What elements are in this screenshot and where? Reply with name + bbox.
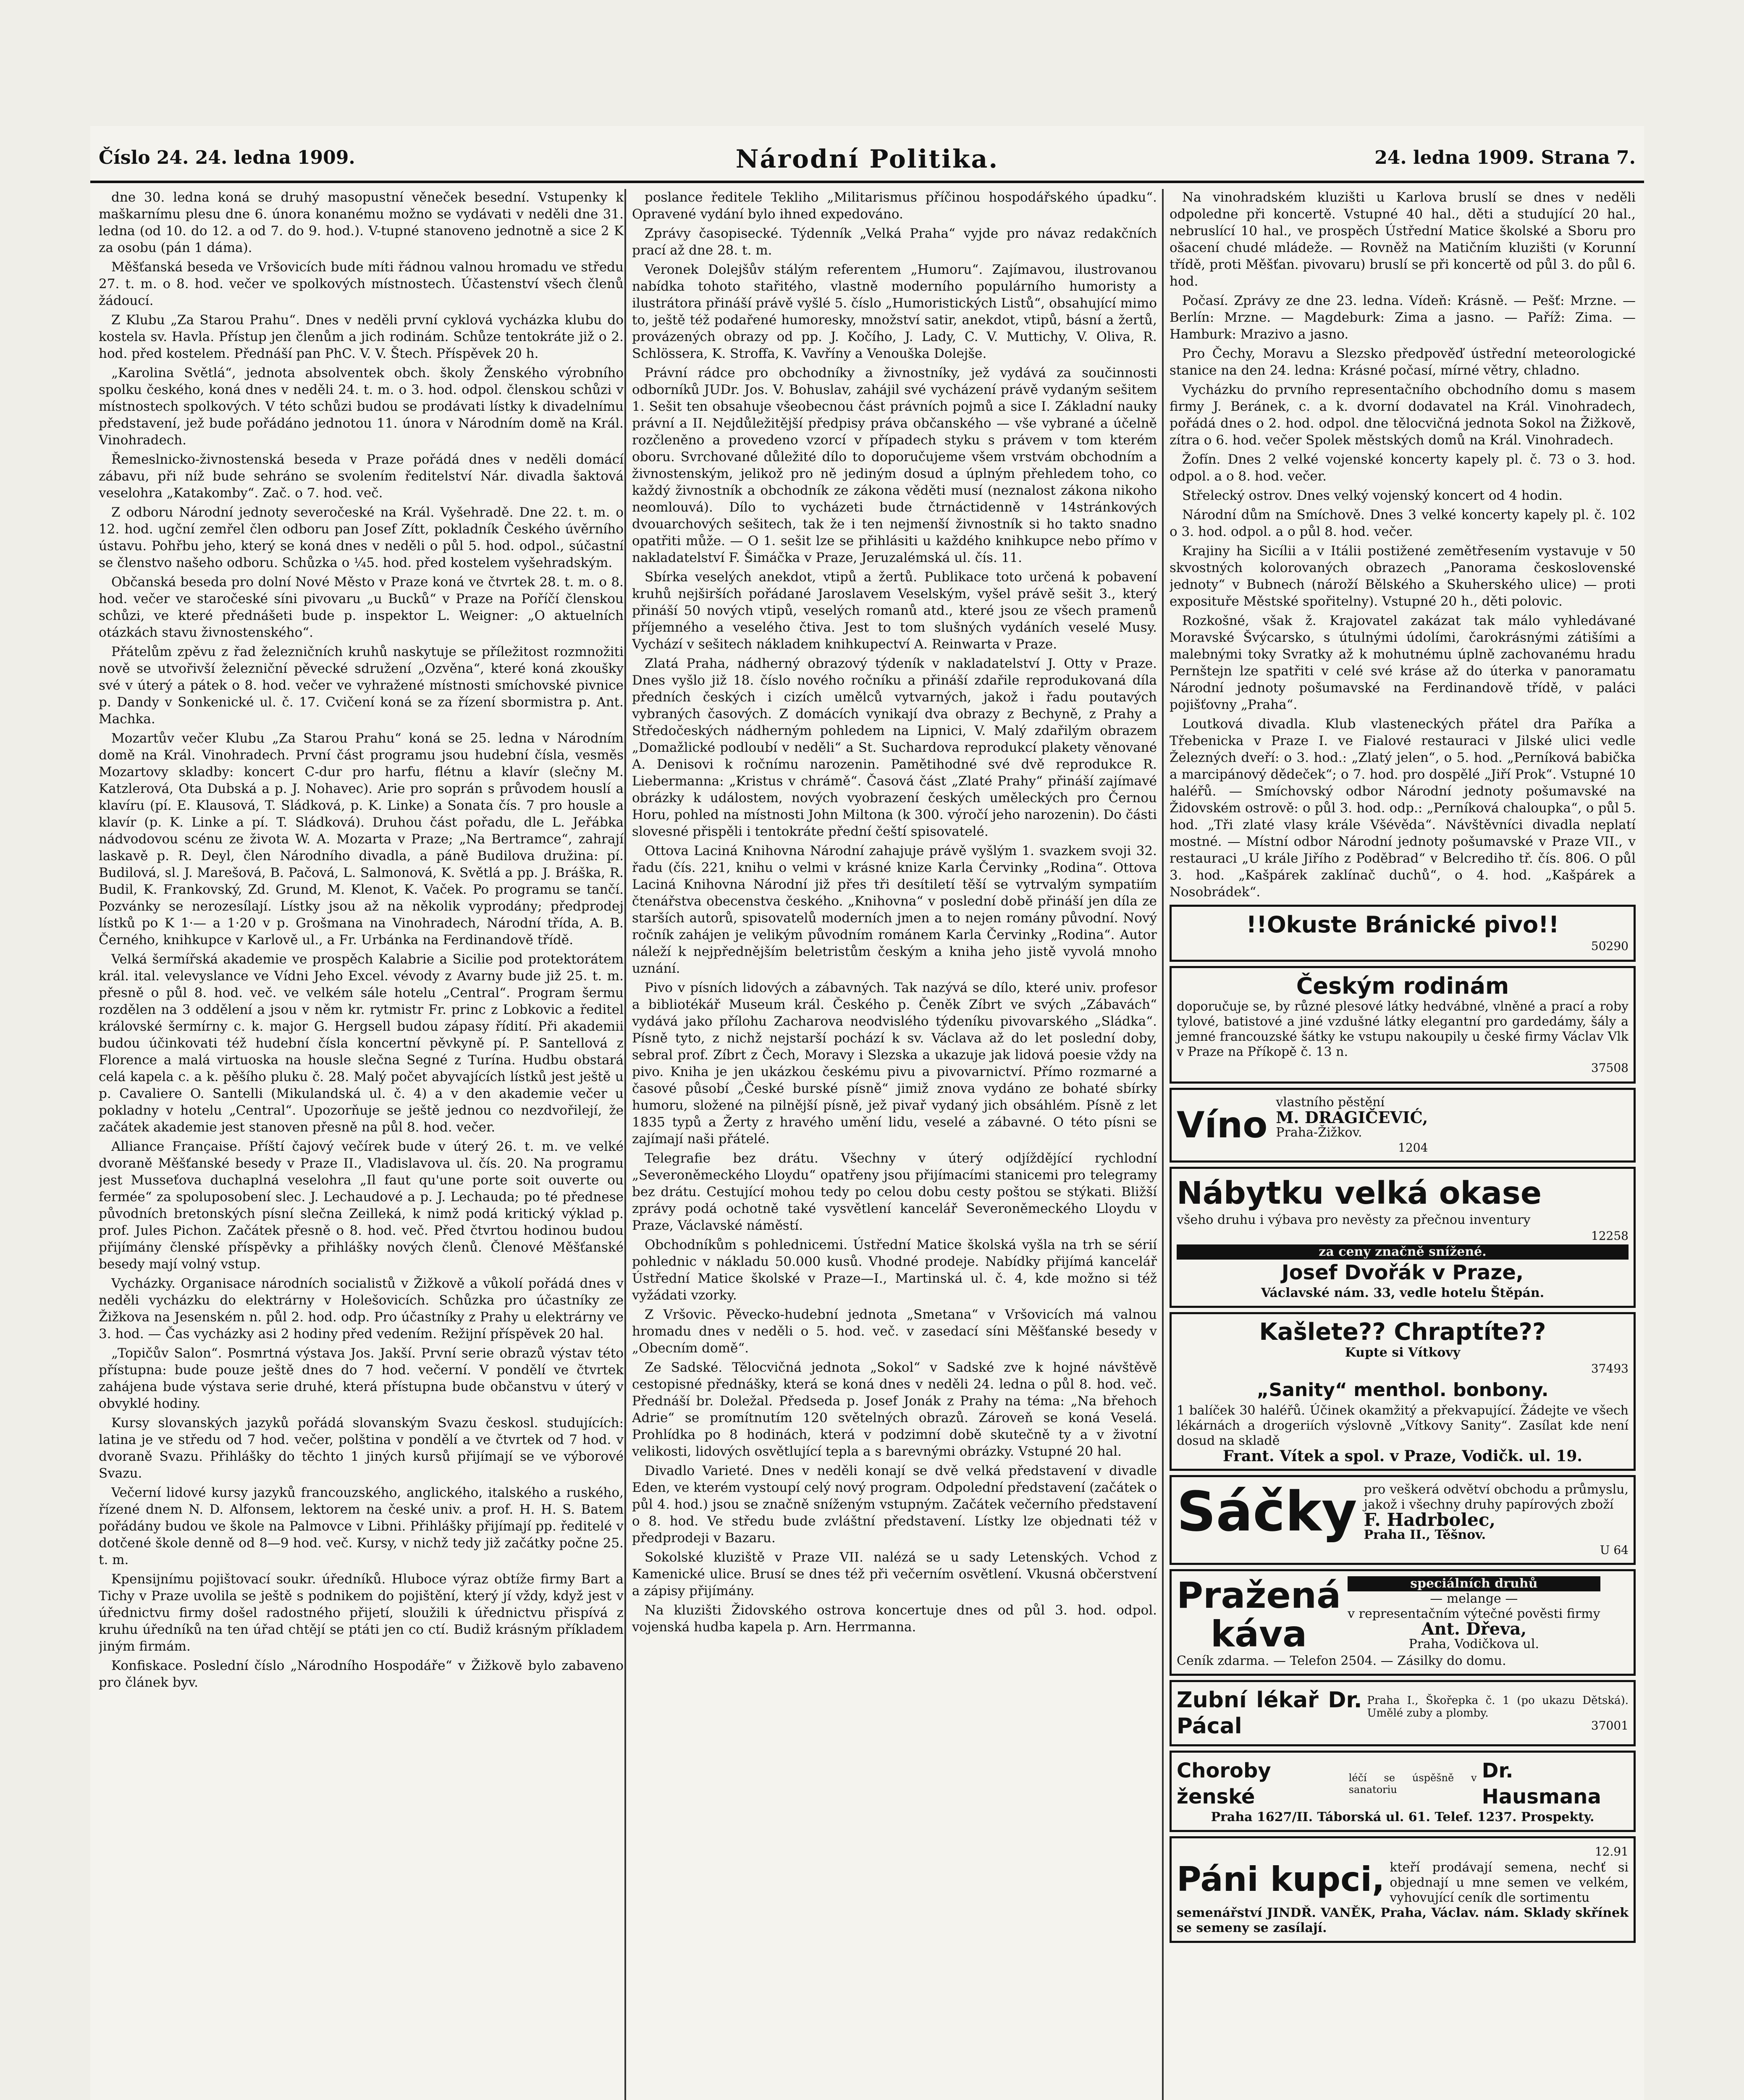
column-3-articles bbox=[1170, 189, 1636, 900]
ad-nabytek-body: všeho druhu i výbava pro nevěsty za přečnou inventury bbox=[1177, 1213, 1531, 1227]
column-2 bbox=[632, 189, 1157, 2100]
article-paragraph: Krajiny ha Sicílii a v Itálii postižené zemětřesením vystavuje v 50 skvostných kolorovaných obrazech „Panorama československé jednoty“ v Bubnech (nároží Bělského a Skuherského ulice) — proti exposituře Městské spořitelny). Vstupné 20 h., děti polovic. bbox=[1170, 543, 1636, 609]
article-paragraph: Pro Čechy, Moravu a Slezsko předpověď ústřední meteorologické stanice na den 24. ledna: Krásné počasí, mírné větry, chladno. bbox=[1170, 346, 1636, 378]
ad-sacky bbox=[1170, 1475, 1636, 1565]
ad-kava-row bbox=[1177, 1576, 1629, 1654]
ad-code: 37508 bbox=[1591, 1061, 1629, 1075]
ad-code: 12.91 bbox=[1595, 1845, 1629, 1858]
ad-kava-side bbox=[1348, 1576, 1600, 1654]
column-divider bbox=[1162, 189, 1164, 2100]
ad-pacal-info: Praha I., Škořepka č. 1 (po ukazu Dětská). Umělé zuby a plomby. bbox=[1367, 1694, 1629, 1719]
ad-kava-footer: Ceník zdarma. — Telefon 2504. — Zásilky do domu. bbox=[1177, 1654, 1506, 1668]
column-1 bbox=[99, 189, 624, 2100]
page-number: 24. ledna 1909. Strana 7. bbox=[1374, 147, 1636, 168]
ad-sacky-firm: F. Hadrbolec, bbox=[1364, 1509, 1496, 1530]
ad-kaslete-line1: Kupte si Vítkovy bbox=[1345, 1345, 1461, 1360]
ad-hausmann-big: Choroby ženské bbox=[1177, 1759, 1271, 1809]
article-paragraph: Loutková divadla. Klub vlasteneckých přátel dra Paříka a Třebenicka v Praze I. ve Fialové restauraci v Jilské ulici vedle Železných dveří: o 3. hod.: „Zlatý jelen“, o 5. hod. „Perníková babička a marcipánový dědeček“; o 7. hod. pro dospělé „Jiří Prok“. Vstupné 10 haléřů. — Smíchovský odbor Národní jednoty pošumavské na Židovském ostrově: o půl 3. hod. odp.: „Perníková chaloupka“, o půl 5. hod. „Tři zlaté vlasy krále Všévěda“. Návštěvníci divadla neplatí mostné. — Místní odbor Národní jednoty pošumavské v Praze VII., v restauraci „U krále Jiřího z Poděbrad“ v Belcrediho tř. čís. 806. O půl 3. hod. „Kašpárek zaklínač duchů“, o 4. hod. „Kašpárek a Nosobrádek“. bbox=[1170, 717, 1636, 900]
article-paragraph: Z Klubu „Za Starou Prahu“. Dnes v neděli první cyklová vycházka klubu do kostela sv. Havla. Přístup jen členům a jich rodinám. Schůze tentokráte již o 2. hod. před kostelem. Přednáší pan PhC. V. V. Štech. Příspěvek 20 h. bbox=[99, 312, 624, 361]
ad-vino bbox=[1170, 1088, 1636, 1163]
ad-kupci-firm: semenářství JINDŘ. VANĚK, Praha, Václav. nám. Sklady skřínek se semeny se zasílají. bbox=[1177, 1906, 1629, 1935]
article-paragraph: Vycházku do prvního representačního obchodního domu s masem firmy J. Beránek, c. a k. dvorní dodavatel na Král. Vinohradech, pořádá dnes o 2. hod. odpol. dne tělocvičná jednota Sokol na Žižkově, zítra o 6. hod. večer Spolek městských domů na Král. Vinohradech. bbox=[1170, 382, 1636, 448]
article-paragraph: Veronek Dolejšův stálým referentem „Humoru“. Zajímavou, ilustrovanou nabídka tohoto stařitého, vlastně moderního populárního humoristy a ilustrátora přináší právě vyšlé 5. číslo „Humoristických Listů“, obsahující mimo to, ještě též podařené humoresky, množství satir, anekdot, vtipů, básní a žertů, provázených obrazy od pp. J. Kočího, J. Lady, C. V. Muttichy, V. Oliva, R. Schlössera, K. Stroffa, K. Vavříny a Venouška Dolejše. bbox=[632, 262, 1157, 361]
article-paragraph: Občanská beseda pro dolní Nové Město v Praze koná ve čtvrtek 28. t. m. o 8. hod. večer ve staročeské síni pivovaru „u Bucků“ v Praze na Poříčí členskou schůzi, ve které přednášeti bude p. inspektor L. Weigner: „O aktuelních otázkách stavu živnostenského“. bbox=[99, 575, 624, 640]
article-paragraph: Měšťanská beseda ve Vršovicích bude míti řádnou valnou hromadu ve středu 27. t. m. o 8. hod. večer ve spolkových místnostech. Účastenství všech členů žádoucí. bbox=[99, 260, 624, 308]
article-paragraph: Ottova Laciná Knihovna Národní zahajuje právě vyšlým 1. svazkem svoji 32. řadu (čís. 221, knihu o velmi v krásné knize Karla Červinky „Rodina“. Ottova Laciná Knihovna Národní již přes tři desítiletí těší se vytrvalým sympatiím čtenářstva obecenstva českého. „Knihovna“ v poslední době přináší jen díla ze starších autorů, spisovatelů moderních jmen a to nejen romány původní. Nový ročník zahájen je velikým původním románem Karla Červinky „Rodina“. Autor náleží k nejpřednějším beletristům českým a kniha jeho jistě vyvolá mnoho uznání. bbox=[632, 843, 1157, 976]
ad-nabytek-big: Nábytku velká okase bbox=[1177, 1175, 1542, 1211]
ad-pacal-big: Zubní lékař Dr. Pácal bbox=[1177, 1688, 1362, 1739]
ad-latky-headline: Českým rodinám bbox=[1296, 973, 1509, 999]
article-paragraph: Z odboru Národní jednoty severočeské na Král. Vyšehradě. Dne 22. t. m. o 12. hod. ugční zemřel člen odboru pan Josef Zítt, pokladník Českého úvěrního ústavu. Pohřbu jeho, který se koná dnes v neděli o půl 5. hod. odpol., súčastní se členstvo našeho odboru. Schůzka o ¼5. hod. před kostelem vyšehradským. bbox=[99, 505, 624, 570]
ad-kava-side2: — melange — bbox=[1430, 1591, 1518, 1606]
ad-hausmann-name: Dr. Hausmana bbox=[1482, 1759, 1601, 1809]
article-paragraph: Divadlo Varieté. Dnes v neděli konají se dvě velká představení v divadle Eden, ve kterém vystoupí celý nový program. Odpolední představení (začátek o půl 4. hod.) jsou se značně sníženým vstupným. Začátek večerního představení o 8. hod. Ve středu bude zvláštní představení. Lístky lze objednati též v předprodeji v Bazaru. bbox=[632, 1463, 1157, 1546]
ad-kava-big2: káva bbox=[1210, 1613, 1307, 1655]
article-paragraph: Velká šermířská akademie ve prospěch Kalabrie a Sicilie pod protektorátem král. ital. velevyslance ve Vídni Jeho Excel. vévody z Avarny bude již 25. t. m. přesně o půl 8. hod. več. ve velkém sále hotelu „Central“. Program šermu rozdělen na 3 oddělení a jsou v něm kr. rytmistr Fr. princ z Lobkovic a ředitel královské šermírny c. k. major G. Hergsell budou zápasy řídití. Při akademii budou účinkovati též hudební čísla koncertní pěvkyně pí. P. Santellová z Florence a malá virtuoska na housle slečna Segné z Turína. Hudbu obstará celá kapela c. a k. pěšího pluku č. 28. Malý počet abyvajících lístků jest ještě u p. Cavaliere O. Santelli (Mikulandská ul. č. 4) a v den akademie večer u pokladny v hotelu „Central“. Upozorňuje se ještě jednou co nezdvořilejí, že začátek akademie jest stanoven přesně na půl 8. hod. večer. bbox=[99, 952, 624, 1135]
article-paragraph: Večerní lidové kursy jazyků francouzského, anglického, italského a ruského, řízené dnem N. D. Alfonsem, lektorem na české univ. a prof. H. H. S. Batem pořádány budou ve škole na Palmovce v Libni. Přihlášky přijímají pp. ředitelé v dotčené škole denně od 8—9 hod. več. Kursy, v nichž tedy již začátky počne 25. t. m. bbox=[99, 1485, 624, 1567]
article-paragraph: poslance ředitele Tekliho „Militarismus příčinou hospodářského úpadku“. Opravené vydání bylo ihned expedováno. bbox=[632, 190, 1157, 222]
article-paragraph: Telegrafie bez drátu. Všechny v úterý odjíždějící rychlodní „Severoněmeckého Lloydu“ opatřeny jsou přijímacími stanicemi pro telegramy bez drátu. Cestující mohou tedy po celou dobu cesty poštou se stýkati. Bližší zprávy podá ochotně také vysvětlení kancelář Severoněmeckého Lloydu v Praze, Václavské náměstí. bbox=[632, 1151, 1157, 1233]
ad-kupci bbox=[1170, 1836, 1636, 1943]
article-paragraph: Kpensijnímu pojištovací soukr. úředníků. Hluboce výraz obtíže firmy Bart a Tichy v Praze uvolila se ještě s podnikem do pojištění, který jí vždy, když jest v úřednictvu firmy došel radostného přijetí, sloužili k úřednictvu přispívá z kruhu úředníků na ten úřad chtějí se ptáti jen co ctí. Budiž krásným příkladem jiným firmám. bbox=[99, 1572, 624, 1654]
ad-kupci-big: Páni kupci, bbox=[1177, 1860, 1385, 1899]
ad-nabytek-address: Václavské nám. 33, vedle hotelu Štěpán. bbox=[1261, 1286, 1545, 1300]
ad-sacky-text bbox=[1364, 1482, 1629, 1558]
article-paragraph: Pivo v písních lidových a zábavných. Tak nazývá se dílo, které univ. profesor a bibliotékář Museum král. Českého p. Čeněk Zíbrt ve svých „Zábavách“ vydává jako přílohu Zacharova neodvislého týdeníku pivovarského „Sládka“. Písně tyto, z nichž nejstarší pochází k sv. Václava až do let poslední doby, sebral prof. Zíbrt z Čech, Moravy i Slezska a ukazuje jak lidová poesie vždy na pivo. Kniha je jen ukázkou českému pivu a pivovarnictví. Přímo rozmarné a časové působí „České burské písně“ jimiž znova vydáno ze bohaté sbírky humoru, složené na pilnější písně, jež pivař vydaný jich obsáhlém. Písně z let 1835 typů a Žerty z hravého umění lidu, veselé a zábavné. O této písni se zajímají naši přátelé. bbox=[632, 980, 1157, 1147]
article-paragraph: Zlatá Praha, nádherný obrazový týdeník v nakladatelství J. Otty v Praze. Dnes vyšlo již 18. číslo nového ročníku a přináší zdařile reprodukovaná díla předních českých i cizích umělců vytvarných, jakož i řadu poutavých vybraných časových. Z domácích vynikají dva obrazy z Bechyně, z Prahy a Středočeských nádherným pohledem na Lipnici, V. Malý zdařilým obrazem „Domažlické podloubí v neděli“ a St. Suchardova reprodukcí plakety věnované A. Denisovi k ročnímu narozenin. Pamětihodné své dvě reprodukce R. Liebermanna: „Kristus v chrámě“. Časová část „Zlaté Prahy“ přináší zajímavé obrázky k událostem, nových vyobrazení českých uměleckých pro Černou Horu, pohled na místnosti John Miltona (k 300. výročí jeho narozenin). Do části slovesné přispěli i tentokráte přední čeští spisovatelé. bbox=[632, 656, 1157, 839]
article-paragraph: Mozartův večer Klubu „Za Starou Prahu“ koná se 25. ledna v Národním domě na Král. Vinohradech. První část programu jsou hudební čísla, vesměs Mozartovy skladby: koncert C-dur pro harfu, flétnu a klavír (slečny M. Katzlerová, Ota Dubská a p. J. Nohavec). Arie pro soprán s průvodem houslí a klavíru (pí. E. Klausová, T. Sládková, p. K. Linke) a Sonata čís. 7 pro housle a klavír (p. K. Linke a pí. T. Sládková). Druhou část pořadu, dle L. Jeřábka nádvodovou scénu ze života W. A. Mozarta v Praze; „Na Bertramce“, zahrají laskavě p. R. Deyl, člen Národního divadla, a páně Budilova družina: pí. Budilová, sl. J. Marešová, B. Pačová, L. Salmonová, K. Světlá a pp. J. Bráška, R. Budil, K. Frankovský, Zd. Grund, M. Klenot, K. Vaček. Po programu se tančí. Pozvánky se nerozesílají. Lístky jsou až na několik vyprodány; předprodej lístků po K 1·— a 1·20 v p. Grošmana na Vinohradech, Národní třída, A. B. Černého, knihkupce v Karlově ul., a Fr. Urbánka na Ferdinandově třídě. bbox=[99, 731, 624, 948]
ad-kava-side3: v representačním výtečné pověsti firmy bbox=[1348, 1606, 1600, 1621]
ad-code: 50290 bbox=[1591, 939, 1629, 953]
article-paragraph: Rozkošné, však ž. Krajovatel zakázat tak málo vyhledávané Moravské Švýcarsko, s útulnými údolími, čarokrásnými zátišími a malebnými toky Svratky až k mohutnému úplně zachovanému hradu Pernštejn lze spatřiti v celé své kráse až do úterka v panoramatu Národní jednoty pošumavské na Ferdinandově třídě, v paláci pojišťovny „Praha“. bbox=[1170, 613, 1636, 712]
article-paragraph: Obchodníkům s pohlednicemi. Ústřední Matice školská vyšla na trh se sérií pohlednic v nákladu 50.000 kusů. Vhodné prodeje. Nabídky přijímá kancelář Ústřední Matice školské v Praze—I., Martinská ul. č. 4, kde možno si též vyžádati vzorky. bbox=[632, 1237, 1157, 1303]
ad-pacal bbox=[1170, 1680, 1636, 1746]
article-paragraph: Přátelům zpěvu z řad železničních kruhů naskytuje se příležitost rozmnožiti nově se utvořivší železniční pěvecké sdružení „Ozvěna“, které koná zkoušky své v úterý a pátek o 8. hod. večer ve vyhražené místnosti smíchovské pivnice p. Dandy v Sonkenické ul. č. 17. Cvičení koná se za řízení sbormistra p. Ant. Machka. bbox=[99, 644, 624, 727]
ad-latky-body: doporučuje se, by různé plesové látky hedvábné, vlněné a prací a roby tylové, batistové a jiné vzdušné látky elegantní pro gardedámy, šály a jemné francouzské šátky ke vstupu nakoupily u české firmy Václav Vlk v Praze na Příkopě č. 13 n. bbox=[1177, 999, 1629, 1059]
article-paragraph: „Karolina Světlá“, jednota absolventek obch. školy Ženského výrobního spolku českého, koná dnes v neděli 24. t. m. o 3. hod. odpol. členskou schůzi v místnostech spolkových. V této schůzi budou se prodávati lístky k divadelnímu představení, jež bude pořádáno jednotou 11. února v Národním domě na Král. Vinohradech. bbox=[99, 365, 624, 448]
ad-hausmann-info: Praha 1627/II. Táborská ul. 61. Telef. 1237. Prospekty. bbox=[1211, 1810, 1595, 1824]
ad-sacky-body: pro veškerá odvětví obchodu a průmyslu, jakož i všechny druhy papírových zboží bbox=[1364, 1482, 1629, 1512]
page-header bbox=[90, 143, 1644, 183]
ad-branik-headline: !!Okuste Bránické pivo!! bbox=[1246, 911, 1559, 938]
newspaper-page bbox=[90, 126, 1644, 2100]
ad-hausmann-row bbox=[1177, 1758, 1629, 1810]
ad-kaslete-big: Kašlete?? Chraptíte?? bbox=[1259, 1318, 1546, 1346]
ad-nabytek bbox=[1170, 1167, 1636, 1308]
ad-vino-text bbox=[1276, 1095, 1428, 1155]
ad-kupci-row bbox=[1177, 1860, 1629, 1906]
column-divider bbox=[624, 189, 626, 2100]
article-paragraph: Právní rádce pro obchodníky a živnostníky, jež vydává za součinnosti odborníků JUDr. Jos. V. Bohuslav, zahájil své vycházení právě vydaným sešitem 1. Sešit ten obsahuje všeobecnou část právních pojmů a sice I. Základní nauky právní a II. Nejdůležitější předpisy práva občanského — vše vybrané a účelně rozčleněno a provedeno vzorcí v případech styku s právem v tom kterém oboru. Svrchované důležité dílo to doporučujeme všem vrstvám obchodním a živnostenským, jelikož pro ně jediným dosud a úplným přehledem toho, co každý živnostník a obchodník ze zákona věděti musí (neznalost zákona nikoho neomlouvá). Dílo to vycházeti bude čtrnáctidenně v 14stránkových dvouarchových sešitech, tak že i ten nejmenší živnostník si ho takto snadno opatřiti může. — O 1. sešit lze se přihlásiti u každého knihkupce nebo přímo v nakladatelství F. Šimáčka v Praze, Jeruzalémská ul. čís. 11. bbox=[632, 365, 1157, 565]
ad-code: 37001 bbox=[1591, 1719, 1629, 1732]
ad-vino-place: Praha-Žižkov. bbox=[1276, 1125, 1362, 1140]
ad-nabytek-firm: Josef Dvořák v Praze, bbox=[1281, 1261, 1524, 1284]
ad-branik bbox=[1170, 905, 1636, 962]
ad-code: U 64 bbox=[1600, 1543, 1629, 1557]
article-paragraph: Sokolské kluziště v Praze VII. nalézá se u sady Letenských. Vchod z Kamenické ulice. Brusí se dnes též při večerním osvětlení. Vkusná občerstvení a zápisy přijímány. bbox=[632, 1550, 1157, 1599]
ad-pacal-text bbox=[1367, 1694, 1629, 1732]
article-paragraph: Národní dům na Smíchově. Dnes 3 velké koncerty kapely pl. č. 102 o 3. hod. odpol. a o půl 8. hod. večer. bbox=[1170, 507, 1636, 539]
issue-number: Číslo 24. 24. ledna 1909. bbox=[99, 147, 355, 168]
ad-kaslete bbox=[1170, 1312, 1636, 1471]
ad-vino-name: M. DRAGIČEVIĆ, bbox=[1276, 1108, 1428, 1127]
ad-kava-title bbox=[1177, 1576, 1341, 1654]
article-paragraph: Žofín. Dnes 2 velké vojenské koncerty kapely pl. č. 73 o 3. hod. odpol. a o 8. hod. večer. bbox=[1170, 452, 1636, 484]
article-paragraph: Počasí. Zprávy ze dne 23. ledna. Vídeň: Krásně. — Pešť: Mrzne. — Berlín: Mrzne. — Magdeburk: Zima a jasno. — Paříž: Zima. — Hamburk: Mrazivo a jasno. bbox=[1170, 293, 1636, 342]
ad-vino-big: Víno bbox=[1177, 1104, 1268, 1146]
ad-vino-line1: vlastního pěstění bbox=[1276, 1095, 1385, 1110]
article-paragraph: Vycházky. Organisace národních socialistů v Žižkově a vůkolí pořádá dnes v neděli vycházku do elektrárny v Holešovicích. Schůzka pro účastníky ze Žižkova na Jesenském n. půl 2. hod. odp. Pro účastníky z Prahy u elektrárny ve 3. hod. — Čas vycházky asi 2 hodiny před vedením. Režijní příspěvek 20 hal. bbox=[99, 1276, 624, 1341]
article-paragraph: Na vinohradském kluzišti u Karlova bruslí se dnes v neděli odpoledne při koncertě. Vstupné 40 hal., děti a studující 20 hal., nebruslící 10 hal., ve prospěch Ústřední Matice školské a Sboru pro ošacení chudé mládeže. — Rovněž na Matičním kluzišti (v Korunní třídě, proti Měšťan. pivovaru) bruslí se při koncertě od půl 3. do půl 6. hod. bbox=[1170, 190, 1636, 289]
ad-kava-firm: Ant. Dřeva, bbox=[1421, 1619, 1527, 1639]
article-paragraph: Alliance Française. Příští čajový večírek bude v úterý 26. t. m. ve velké dvoraně Měšťanské besedy v Praze II., Vladislavova ul. čís. 20. Na programu jest Musseťova duchaplná veselohra „Il faut qu'une porte soit ouverte ou fermée“ za spoluposobení slec. J. Lechaudové a p. J. Lechauda; po té přednese původních bretonských písní slečna Zeilleká, k nimž podá kritický výklad p. prof. Jules Pichon. Začátek přesně o 8. hod. več. Před čtvrtou hodinou budou přijímány členské příspěvky a přihlášky nových členů. Členové Měšťanské besedy mají volný vstup. bbox=[99, 1139, 624, 1272]
article-paragraph: „Topičův Salon“. Posmrtná výstava Jos. Jakší. První serie obrazů výstav této přístupna: bude pouze ještě dnes do 7 hod. večerní. V pondělí ve čtvrtek zahájena bude výstava serie druhé, která přístupna bude občanstvu v úterý v obvyklé hodiny. bbox=[99, 1346, 624, 1411]
article-paragraph: Zprávy časopisecké. Týdenník „Velká Praha“ vyjde pro návaz redakčních prací až dne 28. t. m. bbox=[632, 226, 1157, 258]
ad-sacky-address: Praha II., Těšnov. bbox=[1364, 1528, 1486, 1542]
article-paragraph: Kursy slovanských jazyků pořádá slovanským Svazu českosl. studujících: latina je ve středu od 7 hod. večer, polština v pondělí a ve čtvrtek od 7 hod. v dvoraně Svazu. Přihlášky do těchto 1 jiných kursů přijímají se ve výborové Svazu. bbox=[99, 1415, 624, 1481]
article-paragraph: Střelecký ostrov. Dnes velký vojenský koncert od 4 hodin. bbox=[1182, 488, 1563, 503]
ad-code: 37493 bbox=[1591, 1362, 1629, 1376]
ad-kava-address: Praha, Vodičkova ul. bbox=[1408, 1637, 1539, 1651]
newspaper-title: Národní Politika. bbox=[735, 144, 999, 174]
ad-sacky-big: Sáčky bbox=[1177, 1480, 1357, 1544]
ad-code: 1204 bbox=[1398, 1141, 1428, 1155]
ad-hausmann-mid: léčí se úspěšně v sanatoriu bbox=[1348, 1772, 1477, 1796]
ad-hausmann bbox=[1170, 1751, 1636, 1832]
article-paragraph: Na kluzišti Židovského ostrova koncertuje dnes od půl 3. hod. odpol. vojenská hudba kapela p. Arn. Herrmanna. bbox=[632, 1603, 1157, 1635]
article-paragraph: Sbírka veselých anekdot, vtipů a žertů. Publikace toto určená k pobavení kruhů nejširších pořádané Jaroslavem Veselským, vyšel právě sešit 3., který přináší 50 nových vtipů, veselých romanů atd., které jsou ze všech pramenů příjemného a veselého čtiva. Jest to tom slušných vydáních veselé Musy. Vychází v sešitech nákladem knihkupectví A. Reinwarta v Praze. bbox=[632, 570, 1157, 652]
article-paragraph: Z Vršovic. Pěvecko-hudební jednota „Smetana“ v Vršovicích má valnou hromadu dnes v neděli o 5. hod. več. v zasedací síni Měšťanské besedy v „Obecním domě“. bbox=[632, 1307, 1157, 1356]
ad-kava-side1: speciálních druhů bbox=[1348, 1576, 1600, 1591]
ad-nabytek-sub: za ceny značně snížené. bbox=[1177, 1244, 1629, 1260]
article-paragraph: Konfiskace. Poslední číslo „Národního Hospodáře“ v Žižkově bylo zabaveno pro článek byv. bbox=[99, 1658, 624, 1690]
ad-kava-big1: Pražená bbox=[1177, 1575, 1341, 1617]
ad-kaslete-product: „Sanity“ menthol. bonbony. bbox=[1256, 1379, 1549, 1401]
column-3 bbox=[1170, 189, 1636, 2100]
ad-kaslete-body: 1 balíček 30 haléřů. Účinek okamžitý a překvapující. Žádejte ve všech lékárnách a drogeriích výslovně „Vítkovy Sanity“. Zasílat kde není dosud na skladě bbox=[1177, 1403, 1629, 1448]
ad-kava bbox=[1170, 1569, 1636, 1676]
article-paragraph: dne 30. ledna koná se druhý masopustní věneček besední. Vstupenky k maškarnímu plesu dne 6. února konanému možno se vydávati v neděli dne 31. ledna (od 10. do 12. a od 7. do 9. hod.). V-tupné stanoveno jednotně a sice 2 K za osobu (pán 1 dáma). bbox=[99, 190, 624, 255]
ad-code: 12258 bbox=[1591, 1229, 1629, 1243]
ad-latky bbox=[1170, 966, 1636, 1084]
ad-kupci-body: kteří prodávají semena, nechť si objednají u mne semen ve velkém, vyhovující ceník dle sortimentu bbox=[1390, 1860, 1629, 1905]
article-paragraph: Ze Sadské. Tělocvičná jednota „Sokol“ v Sadské zve k hojné návštěvě cestopisné přednášky, která se koná dnes v neděli 24. ledna o půl 8. hod. več. Přednáší br. Doležal. Předseda p. Josef Jonák z Prahy na téma: „Na břehoch Adrie“ se promítnutím 120 světelných obrazů. Zároveň se koná Veselá. Prohlídka po 8 hodinách, která v podzimní době skutečně ty a v životní velikosti, lidových osvětlující tepla a s barevnými obrázky. Vstupné 20 hal. bbox=[632, 1360, 1157, 1459]
article-paragraph: Řemeslnicko-živnostenská beseda v Praze pořádá dnes v neděli domácí zábavu, při níž bude sehráno se svolením ředitelství Nár. divadla šaktová veselohra „Katakomby“. Zač. o 7. hod. več. bbox=[99, 452, 624, 501]
ad-kaslete-firm: Frant. Vítek a spol. v Praze, Vodičk. ul. 19. bbox=[1223, 1447, 1582, 1465]
